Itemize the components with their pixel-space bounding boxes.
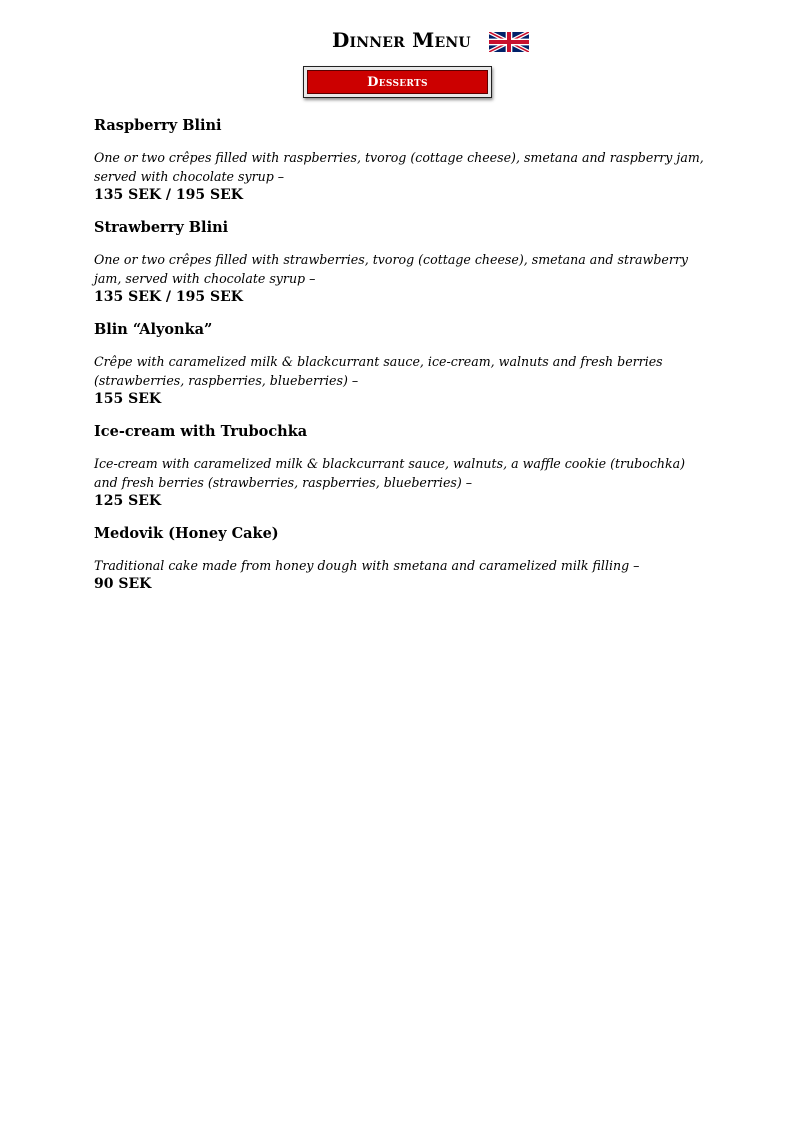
item-description: One or two crêpes filled with raspberries, tvorog (cottage cheese), smetana and raspberry jam, served with chocolate syrup – xyxy=(94,150,704,184)
item-description: Ice-cream with caramelized milk & blackcurrant sauce, walnuts, a waffle cookie (trubochka) and fresh berries (strawberries, raspberries, blueberries) – xyxy=(94,456,686,490)
item-name: Raspberry Blini xyxy=(94,117,222,134)
item-price: 90 SEK xyxy=(94,576,152,592)
item-price: 125 SEK xyxy=(94,493,162,509)
item-description: Traditional cake made from honey dough with smetana and caramelized milk filling – xyxy=(94,558,640,573)
item-description: One or two crêpes filled with strawberries, tvorog (cottage cheese), smetana and strawberry jam, served with chocolate syrup – xyxy=(94,252,688,286)
menu-item xyxy=(94,422,704,511)
page-header xyxy=(0,26,793,58)
menu-item xyxy=(94,218,704,307)
menu-item xyxy=(94,320,704,409)
menu-item xyxy=(94,116,704,205)
item-name: Strawberry Blini xyxy=(94,219,229,236)
item-name: Blin “Alyonka” xyxy=(94,321,213,338)
item-price: 135 SEK / 195 SEK xyxy=(94,187,243,203)
item-description: Crêpe with caramelized milk & blackcurrant sauce, ice-cream, walnuts and fresh berries (strawberries, raspberries, blueberries) – xyxy=(94,354,663,388)
menu-list xyxy=(94,116,704,607)
item-price: 155 SEK xyxy=(94,391,162,407)
menu-item xyxy=(94,524,704,594)
section-label: Desserts xyxy=(307,70,488,94)
page-title: Dinner Menu xyxy=(332,28,471,52)
item-price: 135 SEK / 195 SEK xyxy=(94,289,243,305)
item-name: Ice-cream with Trubochka xyxy=(94,423,308,440)
item-name: Medovik (Honey Cake) xyxy=(94,525,279,542)
uk-flag-icon[interactable] xyxy=(489,32,529,52)
section-desserts-button[interactable] xyxy=(303,66,492,98)
